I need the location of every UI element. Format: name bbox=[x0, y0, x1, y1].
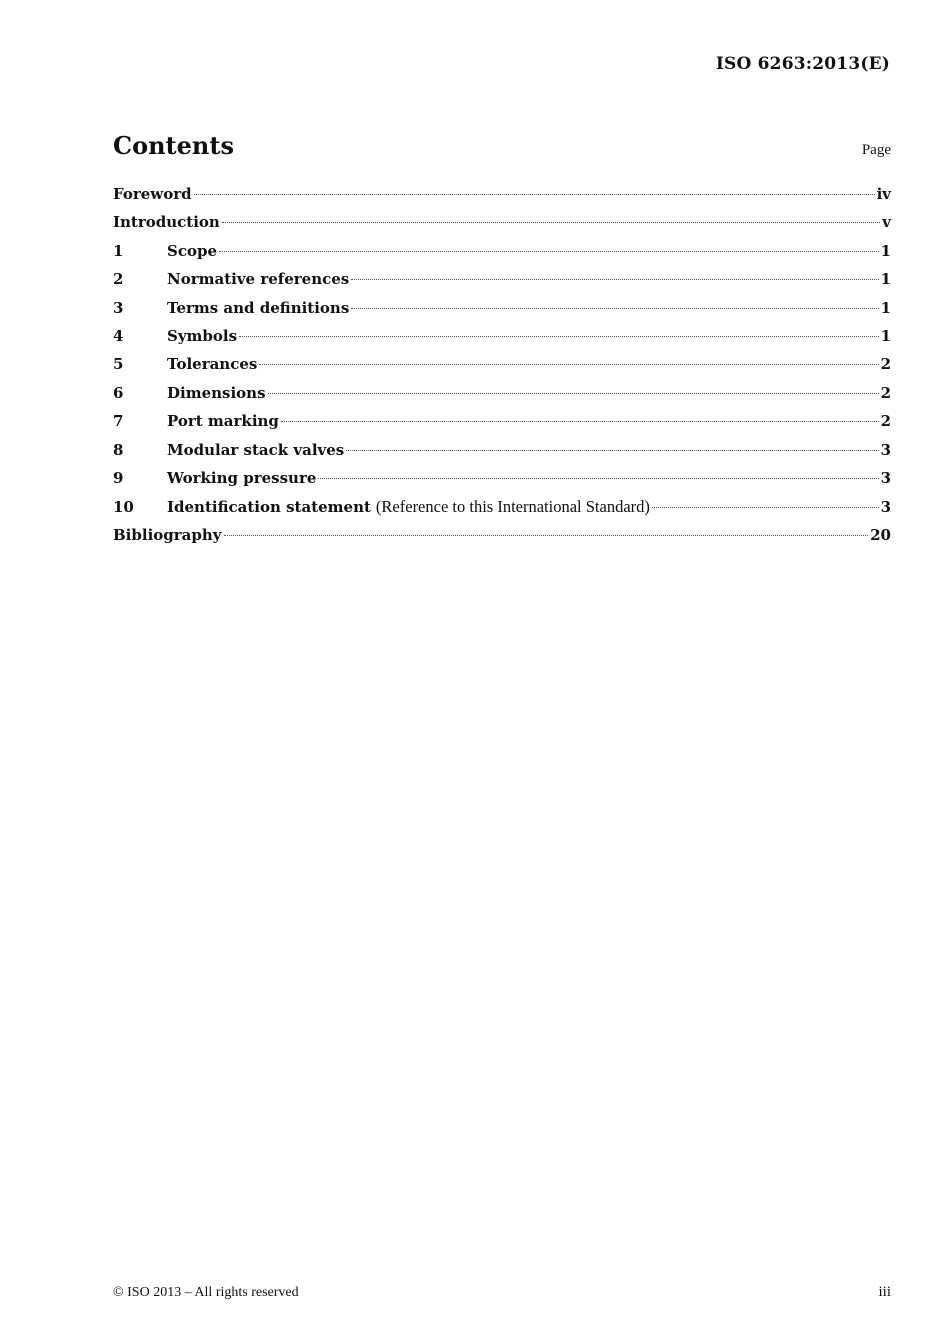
toc-entry-scope[interactable] bbox=[113, 242, 891, 270]
toc-entry-title: Port marking bbox=[167, 412, 279, 431]
toc-entry-page: v bbox=[882, 213, 891, 232]
document-id: ISO 6263:2013(E) bbox=[715, 54, 890, 74]
toc-entry-page: 3 bbox=[880, 468, 891, 487]
page-column-label: Page bbox=[861, 142, 891, 158]
toc-entry-page: 3 bbox=[880, 498, 891, 517]
toc-leader-dots bbox=[259, 364, 878, 365]
toc-entry-title: Working pressure bbox=[167, 468, 317, 487]
toc-entry-page: iv bbox=[876, 185, 891, 203]
toc-entry-title: Symbols bbox=[167, 326, 238, 345]
toc-entry-number: 2 bbox=[113, 270, 124, 289]
toc-leader-dots bbox=[652, 507, 879, 508]
toc-entry-introduction[interactable] bbox=[113, 213, 891, 241]
toc-entry-number: 10 bbox=[113, 498, 134, 517]
toc-leader-dots bbox=[351, 279, 878, 280]
toc-entry-title: Bibliography bbox=[113, 525, 222, 544]
toc-entry-title: Terms and definitions bbox=[167, 298, 350, 317]
toc-entry-page: 2 bbox=[880, 383, 891, 402]
toc-entry-normative-references[interactable] bbox=[113, 270, 891, 298]
toc-entry-page: 1 bbox=[880, 326, 891, 345]
table-of-contents bbox=[113, 185, 891, 554]
toc-leader-dots bbox=[318, 478, 878, 479]
toc-entry-title: Modular stack valves bbox=[167, 440, 345, 459]
toc-entry-title: Dimensions bbox=[167, 383, 266, 402]
toc-entry-title: Introduction bbox=[113, 213, 220, 232]
contents-heading: Contents bbox=[113, 131, 234, 160]
copyright-notice: © ISO 2013 – All rights reserved bbox=[113, 1285, 299, 1300]
toc-leader-dots bbox=[281, 421, 879, 422]
toc-entry-page: 20 bbox=[870, 525, 891, 544]
toc-entry-title: Normative references bbox=[167, 270, 350, 289]
page-number: iii bbox=[878, 1284, 891, 1300]
toc-entry-number: 1 bbox=[113, 241, 124, 260]
toc-leader-dots bbox=[346, 450, 878, 451]
toc-entry-dimensions[interactable] bbox=[113, 384, 891, 412]
toc-entry-port-marking[interactable] bbox=[113, 412, 891, 440]
toc-entry-number: 4 bbox=[113, 326, 124, 345]
toc-leader-dots bbox=[222, 222, 880, 223]
toc-entry-number: 5 bbox=[113, 355, 124, 374]
toc-entry-page: 2 bbox=[880, 355, 891, 374]
toc-entry-identification-statement[interactable] bbox=[113, 497, 891, 525]
toc-entry-number: 7 bbox=[113, 412, 124, 431]
toc-entry-tolerances[interactable] bbox=[113, 355, 891, 383]
toc-entry-page: 1 bbox=[880, 270, 891, 289]
toc-leader-dots bbox=[351, 308, 878, 309]
toc-entry-number: 9 bbox=[113, 468, 124, 487]
toc-entry-symbols[interactable] bbox=[113, 327, 891, 355]
toc-leader-dots bbox=[194, 194, 875, 195]
toc-entry-page: 1 bbox=[880, 241, 891, 260]
toc-entry-page: 2 bbox=[880, 412, 891, 431]
toc-entry-foreword[interactable] bbox=[113, 185, 891, 213]
toc-leader-dots bbox=[219, 251, 879, 252]
toc-entry-number: 3 bbox=[113, 298, 124, 317]
toc-entry-title: Identification statement bbox=[167, 498, 371, 517]
toc-entry-subtitle: (Reference to this International Standard) bbox=[375, 497, 650, 517]
toc-entry-modular-stack-valves[interactable] bbox=[113, 441, 891, 469]
toc-entry-number: 8 bbox=[113, 440, 124, 459]
toc-entry-number: 6 bbox=[113, 383, 124, 402]
toc-entry-page: 1 bbox=[880, 298, 891, 317]
toc-entry-working-pressure[interactable] bbox=[113, 469, 891, 497]
toc-entry-title: Tolerances bbox=[167, 355, 258, 374]
toc-entry-page: 3 bbox=[880, 440, 891, 459]
toc-entry-terms-and-definitions[interactable] bbox=[113, 299, 891, 327]
toc-leader-dots bbox=[224, 535, 869, 536]
toc-leader-dots bbox=[239, 336, 879, 337]
toc-leader-dots bbox=[268, 393, 879, 394]
toc-entry-bibliography[interactable] bbox=[113, 526, 891, 554]
toc-entry-title: Foreword bbox=[113, 185, 192, 203]
toc-entry-title: Scope bbox=[167, 241, 218, 260]
